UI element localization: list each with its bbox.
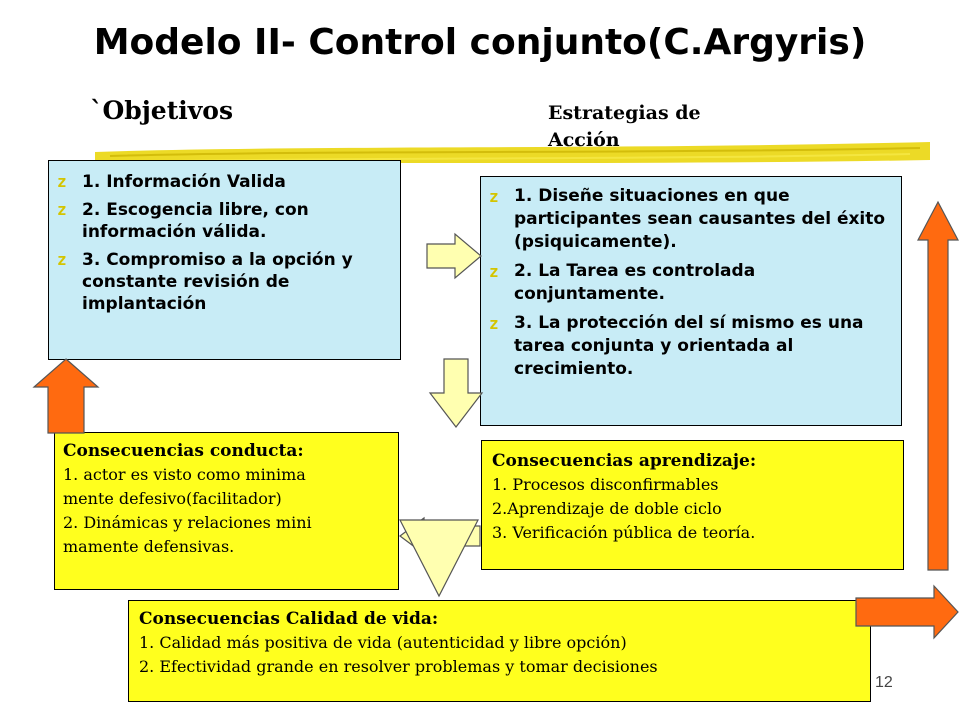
page-title: Modelo II- Control conjunto(C.Argyris) [93,22,867,63]
calidad-box [128,600,871,702]
calidad-heading: Consecuencias Calidad de vida: [139,609,439,629]
conducta-line: mamente defensivas. [63,537,235,556]
list-item [481,312,901,381]
down-arrow-icon [430,357,484,429]
aprendizaje-box [481,440,904,570]
bullet-icon: z [489,187,499,206]
up-arrow-orange-icon [30,357,102,435]
aprendizaje-line: 3. Verificación pública de teoría. [492,523,756,542]
list-item [49,249,400,315]
calidad-line: 2. Efectividad grande en resolver problemas y tomar decisiones [139,657,658,676]
objetivos-heading: `Objetivos [90,96,234,125]
bullet-icon: z [489,314,499,333]
objetivo-text: 1. Información Valida [82,172,286,192]
list-item [49,199,400,243]
list-item [49,171,400,193]
estrategias-heading [548,100,748,154]
page-number: 12 [875,674,893,691]
estrategia-text: 2. La Tarea es controlada conjuntamente. [514,261,756,304]
estrategias-heading-line1: Estrategias de [548,102,701,124]
tall-up-arrow-orange-icon [916,200,960,572]
objetivo-text: 3. Compromiso a la opción y constante revisión de implantación [82,250,353,314]
bullet-icon: z [489,262,499,281]
objetivos-list [49,171,400,315]
estrategias-list [481,185,901,381]
bullet-icon: z [57,250,67,269]
aprendizaje-line: 2.Aprendizaje de doble ciclo [492,499,722,518]
objetivo-text: 2. Escogencia libre, con información válida. [82,200,309,242]
conducta-line: mente defesivo(facilitador) [63,489,282,508]
calidad-line: 1. Calidad más positiva de vida (autenticidad y libre opción) [139,633,627,652]
conducta-box [54,432,399,590]
down-triangle-icon [398,518,482,598]
estrategias-heading-line2: Acción [548,129,620,151]
objetivos-box [48,160,401,360]
estrategia-text: 3. La protección del sí mismo es una tarea conjunta y orientada al crecimiento. [514,313,864,379]
right-arrow-orange-icon [854,584,960,640]
list-item [481,260,901,306]
aprendizaje-heading: Consecuencias aprendizaje: [492,451,757,471]
estrategia-text: 1. Diseñe situaciones en que participantes sean causantes del éxito (psiquicamente). [514,186,886,252]
conducta-line: 2. Dinámicas y relaciones mini [63,513,312,532]
conducta-heading: Consecuencias conducta: [63,441,304,461]
bullet-icon: z [57,200,67,219]
aprendizaje-line: 1. Procesos disconfirmables [492,475,719,494]
right-arrow-icon [425,232,485,282]
list-item [481,185,901,254]
estrategias-box [480,176,902,426]
bullet-icon: z [57,172,67,191]
conducta-line: 1. actor es visto como minima [63,465,306,484]
